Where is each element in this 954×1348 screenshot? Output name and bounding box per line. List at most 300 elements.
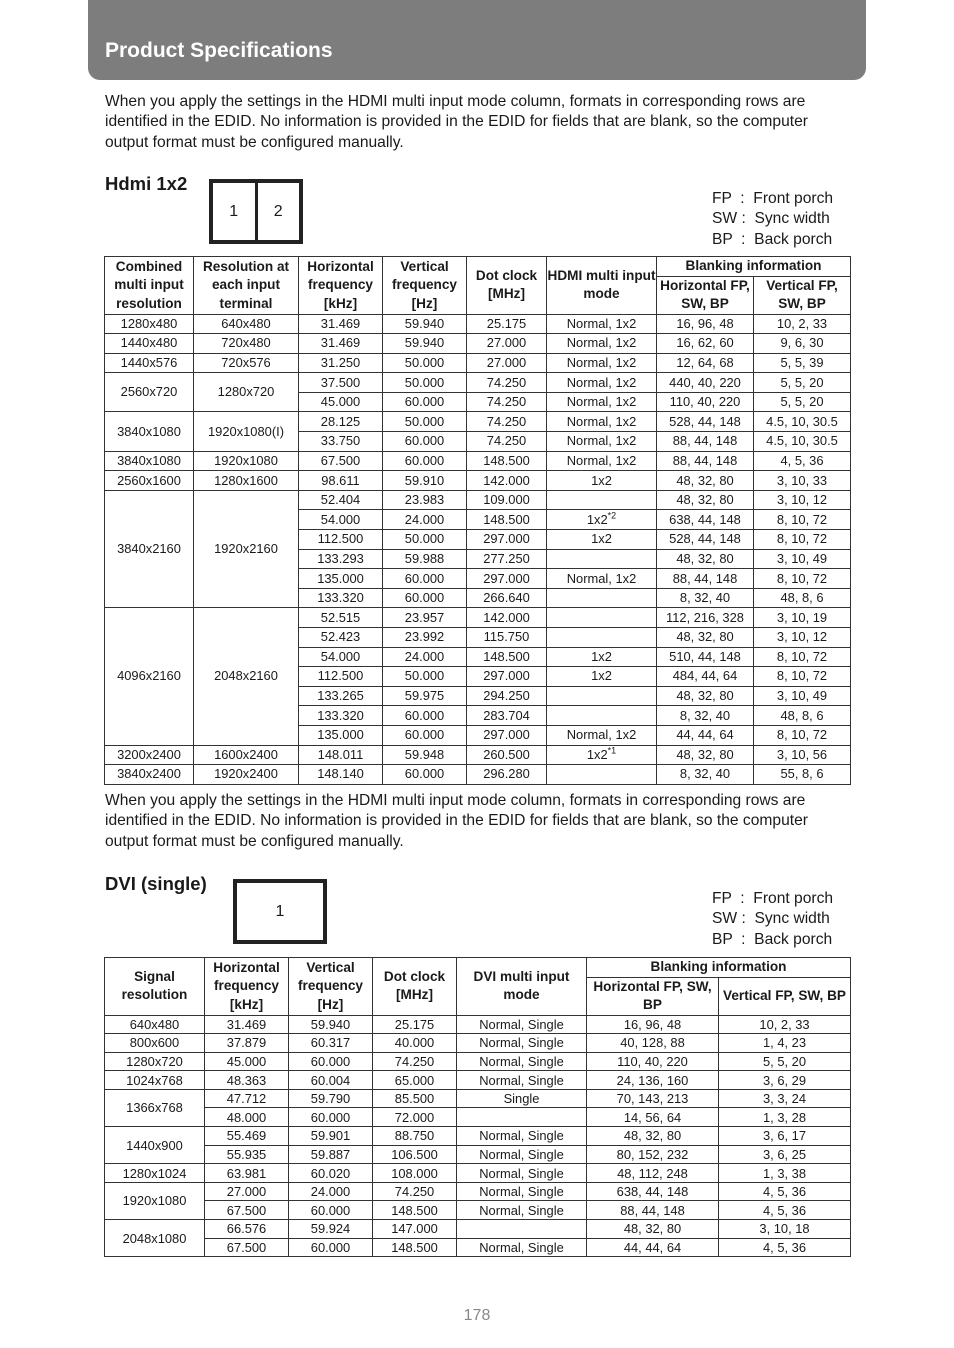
vfreq-cell: 60.000 (383, 588, 467, 608)
legend-fp: FP : Front porch (712, 890, 834, 907)
blanking-horizontal-cell: 16, 96, 48 (657, 314, 754, 334)
mode-cell: Normal, Single (457, 1127, 587, 1146)
hfreq-cell: 31.469 (205, 1015, 289, 1034)
mode-text: Normal, 1x2 (566, 335, 637, 351)
dvi-table-body (105, 1015, 851, 1257)
signal-resolution-cell: 1280x720 (105, 1052, 205, 1071)
vfreq-cell: 59.901 (289, 1127, 373, 1146)
hfreq-cell: 98.611 (299, 471, 383, 491)
blanking-horizontal-cell: 638, 44, 148 (657, 510, 754, 530)
vfreq-cell: 50.000 (383, 412, 467, 432)
blanking-vertical-cell: 8, 10, 72 (754, 510, 851, 530)
vfreq-cell: 59.910 (383, 471, 467, 491)
hfreq-cell: 33.750 (299, 432, 383, 452)
hfreq-cell: 37.500 (299, 373, 383, 393)
blanking-vertical-cell: 3, 6, 29 (719, 1071, 851, 1090)
dot-clock-cell: 148.500 (373, 1201, 457, 1220)
blanking-vertical-cell: 4, 5, 36 (719, 1238, 851, 1257)
table-row (105, 471, 851, 491)
legend-bp: BP : Back porch (712, 930, 833, 948)
hfreq-cell: 55.469 (205, 1127, 289, 1146)
combined-resolution-cell: 3200x2400 (105, 745, 194, 765)
blanking-vertical-cell: 3, 10, 12 (754, 628, 851, 648)
legend-sw: SW : Sync width (712, 210, 830, 228)
mode-text: 1x2 (586, 511, 608, 527)
blanking-horizontal-cell: 16, 96, 48 (587, 1015, 719, 1034)
hfreq-cell: 112.500 (299, 530, 383, 550)
blanking-horizontal-cell: 110, 40, 220 (587, 1052, 719, 1071)
mode-cell (547, 373, 657, 393)
vfreq-cell: 59.940 (289, 1015, 373, 1034)
vfreq-cell: 60.317 (289, 1034, 373, 1053)
blanking-horizontal-cell: 510, 44, 148 (657, 647, 754, 667)
dvi-spec-table (104, 957, 851, 1257)
dvi-section-title: DVI (single) (105, 873, 207, 894)
hfreq-cell: 148.011 (299, 745, 383, 765)
vfreq-cell: 23.957 (383, 608, 467, 628)
resolution-each-cell: 2048x2160 (194, 608, 299, 745)
blanking-horizontal-cell: 48, 32, 80 (657, 490, 754, 510)
col-dvi-mode: DVI multi input mode (457, 958, 587, 1016)
hfreq-cell: 112.500 (299, 667, 383, 687)
vfreq-cell: 59.940 (383, 314, 467, 334)
mode-cell (547, 725, 657, 745)
resolution-each-cell: 1600x2400 (194, 745, 299, 765)
mode-cell: Normal, Single (457, 1164, 587, 1183)
mode-cell (547, 745, 657, 765)
mode-text: Normal, 1x2 (566, 433, 637, 449)
mode-cell (547, 530, 657, 550)
col-hdmi-mode: HDMI multi input mode (547, 257, 657, 315)
page-title: Product Specifications (105, 39, 333, 62)
mode-cell: Normal, Single (457, 1238, 587, 1257)
table-row (105, 1182, 851, 1201)
mode-cell (547, 628, 657, 648)
vfreq-cell: 59.924 (289, 1220, 373, 1239)
blanking-horizontal-cell: 48, 112, 248 (587, 1164, 719, 1183)
dot-clock-cell: 40.000 (373, 1034, 457, 1053)
vfreq-cell: 24.000 (289, 1182, 373, 1201)
dot-clock-cell: 297.000 (467, 530, 547, 550)
signal-resolution-cell: 640x480 (105, 1015, 205, 1034)
combined-resolution-cell: 2560x720 (105, 373, 194, 412)
resolution-each-cell: 1920x2160 (194, 490, 299, 608)
mode-cell (547, 392, 657, 412)
mode-cell (547, 588, 657, 608)
combined-resolution-cell: 3840x1080 (105, 451, 194, 471)
mode-text: Normal, 1x2 (566, 315, 637, 331)
signal-resolution-cell: 1440x900 (105, 1127, 205, 1164)
blanking-horizontal-cell: 44, 44, 64 (587, 1238, 719, 1257)
signal-resolution-cell: 1366x768 (105, 1089, 205, 1126)
dot-clock-cell: 115.750 (467, 628, 547, 648)
col-vertical-frequency: Vertical frequency [Hz] (289, 958, 373, 1016)
mode-text: 1x2 (591, 472, 612, 488)
mode-cell: Normal, Single (457, 1015, 587, 1034)
dot-clock-cell: 283.704 (467, 706, 547, 726)
blanking-horizontal-cell: 528, 44, 148 (657, 530, 754, 550)
hfreq-cell: 31.250 (299, 353, 383, 373)
vfreq-cell: 59.790 (289, 1089, 373, 1108)
dot-clock-cell: 65.000 (373, 1071, 457, 1090)
vfreq-cell: 60.000 (383, 392, 467, 412)
vfreq-cell: 59.975 (383, 686, 467, 706)
combined-resolution-cell: 1280x480 (105, 314, 194, 334)
dot-clock-cell: 27.000 (467, 334, 547, 354)
mode-cell (457, 1220, 587, 1239)
mode-text: Normal, 1x2 (566, 394, 637, 410)
blanking-vertical-cell: 3, 10, 12 (754, 490, 851, 510)
hdmi-section-title: Hdmi 1x2 (105, 173, 188, 194)
legend-bp: BP : Back porch (712, 230, 833, 248)
table-row (105, 1034, 851, 1053)
resolution-each-cell: 720x480 (194, 334, 299, 354)
legend-sw: SW : Sync width (712, 910, 830, 928)
vfreq-cell: 60.020 (289, 1164, 373, 1183)
resolution-each-cell: 1280x1600 (194, 471, 299, 491)
mode-cell: Normal, Single (457, 1052, 587, 1071)
mode-cell (547, 569, 657, 589)
hfreq-cell: 45.000 (205, 1052, 289, 1071)
dot-clock-cell: 297.000 (467, 667, 547, 687)
table-row (105, 765, 851, 785)
blanking-vertical-cell: 8, 10, 72 (754, 667, 851, 687)
blanking-horizontal-cell: 48, 32, 80 (657, 628, 754, 648)
signal-resolution-cell: 800x600 (105, 1034, 205, 1053)
dot-clock-cell: 25.175 (467, 314, 547, 334)
page-header (88, 0, 866, 80)
mode-text: 1x2 (586, 746, 608, 762)
blanking-vertical-cell: 3, 10, 56 (754, 745, 851, 765)
blanking-horizontal-cell: 48, 32, 80 (587, 1220, 719, 1239)
screen-cell-1: 1 (275, 902, 285, 920)
blanking-horizontal-cell: 48, 32, 80 (657, 686, 754, 706)
dot-clock-cell: 142.000 (467, 608, 547, 628)
col-signal-resolution: Signal resolution (105, 958, 205, 1016)
vfreq-cell: 60.004 (289, 1071, 373, 1090)
dot-clock-cell: 260.500 (467, 745, 547, 765)
hfreq-cell: 135.000 (299, 569, 383, 589)
hfreq-cell: 67.500 (205, 1201, 289, 1220)
col-vertical-frequency: Vertical frequency [Hz] (383, 257, 467, 315)
table-row (105, 745, 851, 765)
table-row (105, 353, 851, 373)
table-row (105, 1220, 851, 1239)
col-blanking-horizontal: Horizontal FP, SW, BP (587, 977, 719, 1015)
dot-clock-cell: 74.250 (373, 1182, 457, 1201)
table-row (105, 1015, 851, 1034)
mode-cell (547, 647, 657, 667)
blanking-horizontal-cell: 16, 62, 60 (657, 334, 754, 354)
dot-clock-cell: 27.000 (467, 353, 547, 373)
hfreq-cell: 52.404 (299, 490, 383, 510)
vfreq-cell: 24.000 (383, 510, 467, 530)
mode-cell (547, 608, 657, 628)
table-row (105, 1108, 851, 1127)
vfreq-cell: 60.000 (383, 432, 467, 452)
vfreq-cell: 23.983 (383, 490, 467, 510)
mode-cell: Normal, Single (457, 1201, 587, 1220)
blanking-horizontal-cell: 88, 44, 148 (657, 451, 754, 471)
blanking-vertical-cell: 3, 3, 24 (719, 1089, 851, 1108)
table-row (105, 1238, 851, 1257)
hfreq-cell: 133.320 (299, 588, 383, 608)
col-resolution-each: Resolution at each input terminal (194, 257, 299, 315)
table-row (105, 1201, 851, 1220)
table-row (105, 373, 851, 393)
resolution-each-cell: 1920x1080 (194, 451, 299, 471)
dot-clock-cell: 296.280 (467, 765, 547, 785)
signal-resolution-cell: 1280x1024 (105, 1164, 205, 1183)
mode-cell (547, 451, 657, 471)
vfreq-cell: 50.000 (383, 353, 467, 373)
blanking-horizontal-cell: 638, 44, 148 (587, 1182, 719, 1201)
screen-cell-2: 2 (255, 183, 300, 240)
dot-clock-cell: 148.500 (467, 647, 547, 667)
mode-text: Normal, 1x2 (566, 452, 637, 468)
mode-cell (547, 490, 657, 510)
table-row (105, 314, 851, 334)
mode-cell (547, 667, 657, 687)
blanking-vertical-cell: 48, 8, 6 (754, 588, 851, 608)
blanking-horizontal-cell: 112, 216, 328 (657, 608, 754, 628)
mode-cell: Normal, Single (457, 1145, 587, 1164)
col-blanking-info: Blanking information (657, 257, 851, 277)
table-row (105, 1127, 851, 1146)
blanking-vertical-cell: 3, 10, 18 (719, 1220, 851, 1239)
blanking-vertical-cell: 10, 2, 33 (754, 314, 851, 334)
page-number: 178 (463, 1307, 491, 1324)
mode-cell (547, 549, 657, 569)
combined-resolution-cell: 3840x2160 (105, 490, 194, 608)
blanking-horizontal-cell: 528, 44, 148 (657, 412, 754, 432)
hfreq-cell: 54.000 (299, 510, 383, 530)
col-horizontal-frequency: Horizontal frequency [kHz] (299, 257, 383, 315)
blanking-vertical-cell: 8, 10, 72 (754, 647, 851, 667)
resolution-each-cell: 1920x2400 (194, 765, 299, 785)
dot-clock-cell: 148.500 (467, 510, 547, 530)
mode-text: 1x2 (591, 531, 612, 547)
table-row (105, 1089, 851, 1108)
col-blanking-vertical: Vertical FP, SW, BP (719, 977, 851, 1015)
mode-text: Normal, 1x2 (566, 727, 637, 743)
dvi-screen-diagram (233, 879, 327, 944)
table-row (105, 608, 851, 628)
table-row (105, 334, 851, 354)
hdmi-screen-diagram (209, 179, 303, 244)
mode-cell (547, 314, 657, 334)
mode-cell (547, 471, 657, 491)
blanking-horizontal-cell: 48, 32, 80 (587, 1127, 719, 1146)
blanking-horizontal-cell: 80, 152, 232 (587, 1145, 719, 1164)
hfreq-cell: 133.265 (299, 686, 383, 706)
blanking-vertical-cell: 8, 10, 72 (754, 725, 851, 745)
blanking-horizontal-cell: 110, 40, 220 (657, 392, 754, 412)
blanking-horizontal-cell: 14, 56, 64 (587, 1108, 719, 1127)
blanking-vertical-cell: 3, 10, 49 (754, 549, 851, 569)
hdmi-legend (712, 189, 833, 250)
hfreq-cell: 28.125 (299, 412, 383, 432)
blanking-horizontal-cell: 24, 136, 160 (587, 1071, 719, 1090)
vfreq-cell: 59.988 (383, 549, 467, 569)
mode-cell (547, 432, 657, 452)
dot-clock-cell: 74.250 (467, 392, 547, 412)
blanking-horizontal-cell: 44, 44, 64 (657, 725, 754, 745)
hfreq-cell: 148.140 (299, 765, 383, 785)
mode-cell (547, 686, 657, 706)
vfreq-cell: 60.000 (383, 765, 467, 785)
dot-clock-cell: 277.250 (467, 549, 547, 569)
blanking-horizontal-cell: 48, 32, 80 (657, 471, 754, 491)
blanking-horizontal-cell: 88, 44, 148 (657, 569, 754, 589)
col-blanking-info: Blanking information (587, 958, 851, 978)
blanking-vertical-cell: 1, 3, 38 (719, 1164, 851, 1183)
combined-resolution-cell: 1440x576 (105, 353, 194, 373)
dot-clock-cell: 74.250 (467, 412, 547, 432)
resolution-each-cell: 1920x1080(I) (194, 412, 299, 451)
vfreq-cell: 59.887 (289, 1145, 373, 1164)
signal-resolution-cell: 2048x1080 (105, 1220, 205, 1257)
signal-resolution-cell: 1920x1080 (105, 1182, 205, 1219)
blanking-horizontal-cell: 440, 40, 220 (657, 373, 754, 393)
table-row (105, 451, 851, 471)
hfreq-cell: 135.000 (299, 725, 383, 745)
combined-resolution-cell: 4096x2160 (105, 608, 194, 745)
hfreq-cell: 133.320 (299, 706, 383, 726)
dot-clock-cell: 108.000 (373, 1164, 457, 1183)
hfreq-cell: 54.000 (299, 647, 383, 667)
blanking-vertical-cell: 9, 6, 30 (754, 334, 851, 354)
vfreq-cell: 60.000 (383, 451, 467, 471)
blanking-horizontal-cell: 88, 44, 148 (587, 1201, 719, 1220)
mode-cell (547, 412, 657, 432)
vfreq-cell: 24.000 (383, 647, 467, 667)
dot-clock-cell: 266.640 (467, 588, 547, 608)
mode-cell (547, 706, 657, 726)
blanking-vertical-cell: 3, 10, 19 (754, 608, 851, 628)
blanking-vertical-cell: 5, 5, 39 (754, 353, 851, 373)
col-dot-clock: Dot clock [MHz] (467, 257, 547, 315)
table-row (105, 1071, 851, 1090)
blanking-vertical-cell: 4, 5, 36 (719, 1201, 851, 1220)
vfreq-cell: 50.000 (383, 667, 467, 687)
hfreq-cell: 133.293 (299, 549, 383, 569)
blanking-vertical-cell: 1, 3, 28 (719, 1108, 851, 1127)
dvi-legend (712, 889, 833, 950)
hfreq-cell: 31.469 (299, 314, 383, 334)
dot-clock-cell: 74.250 (467, 373, 547, 393)
dot-clock-cell: 142.000 (467, 471, 547, 491)
blanking-vertical-cell: 4.5, 10, 30.5 (754, 412, 851, 432)
hfreq-cell: 37.879 (205, 1034, 289, 1053)
dot-clock-cell: 85.500 (373, 1089, 457, 1108)
blanking-vertical-cell: 5, 5, 20 (754, 392, 851, 412)
col-blanking-vertical: Vertical FP, SW, BP (754, 276, 851, 314)
signal-resolution-cell: 1024x768 (105, 1071, 205, 1090)
blanking-vertical-cell: 5, 5, 20 (719, 1052, 851, 1071)
blanking-vertical-cell: 1, 4, 23 (719, 1034, 851, 1053)
mode-text: Normal, 1x2 (566, 413, 637, 429)
hfreq-cell: 48.000 (205, 1108, 289, 1127)
col-combined-resolution: Combined multi input resolution (105, 257, 194, 315)
col-dot-clock: Dot clock [MHz] (373, 958, 457, 1016)
mode-text: Normal, 1x2 (566, 374, 637, 390)
blanking-vertical-cell: 3, 6, 25 (719, 1145, 851, 1164)
hdmi-table-body (105, 314, 851, 784)
hfreq-cell: 27.000 (205, 1182, 289, 1201)
mode-cell (547, 765, 657, 785)
mode-cell (457, 1108, 587, 1127)
vfreq-cell: 60.000 (289, 1108, 373, 1127)
intro-paragraph: When you apply the settings in the HDMI multi input mode column, formats in corresponding rows are identified in the EDID. No information is provided in the EDID for fields that are blank, so the computer output format must be configured manually. (105, 93, 808, 151)
vfreq-cell: 60.000 (383, 569, 467, 589)
footnote-marker: *1 (607, 745, 617, 756)
resolution-each-cell: 1280x720 (194, 373, 299, 412)
blanking-vertical-cell: 3, 10, 49 (754, 686, 851, 706)
dot-clock-cell: 74.250 (467, 432, 547, 452)
dot-clock-cell: 106.500 (373, 1145, 457, 1164)
vfreq-cell: 60.000 (289, 1201, 373, 1220)
mode-text: 1x2 (591, 668, 612, 684)
hfreq-cell: 31.469 (299, 334, 383, 354)
dot-clock-cell: 297.000 (467, 725, 547, 745)
mode-cell (547, 334, 657, 354)
hfreq-cell: 48.363 (205, 1071, 289, 1090)
dot-clock-cell: 297.000 (467, 569, 547, 589)
blanking-vertical-cell: 3, 6, 17 (719, 1127, 851, 1146)
mode-text: 1x2 (591, 648, 612, 664)
table-row (105, 490, 851, 510)
middle-paragraph: When you apply the settings in the HDMI multi input mode column, formats in corresponding rows are identified in the EDID. No information is provided in the EDID for fields that are blank, so the computer output format must be configured manually. (105, 792, 808, 850)
vfreq-cell: 59.948 (383, 745, 467, 765)
vfreq-cell: 50.000 (383, 373, 467, 393)
resolution-each-cell: 640x480 (194, 314, 299, 334)
hfreq-cell: 55.935 (205, 1145, 289, 1164)
mode-cell: Normal, Single (457, 1182, 587, 1201)
vfreq-cell: 59.940 (383, 334, 467, 354)
dot-clock-cell: 148.500 (373, 1238, 457, 1257)
dot-clock-cell: 25.175 (373, 1015, 457, 1034)
dot-clock-cell: 74.250 (373, 1052, 457, 1071)
combined-resolution-cell: 3840x1080 (105, 412, 194, 451)
hfreq-cell: 67.500 (205, 1238, 289, 1257)
hfreq-cell: 67.500 (299, 451, 383, 471)
col-blanking-horizontal: Horizontal FP, SW, BP (657, 276, 754, 314)
legend-fp: FP : Front porch (712, 190, 834, 207)
blanking-vertical-cell: 4, 5, 36 (754, 451, 851, 471)
blanking-horizontal-cell: 8, 32, 40 (657, 765, 754, 785)
hfreq-cell: 47.712 (205, 1089, 289, 1108)
combined-resolution-cell: 1440x480 (105, 334, 194, 354)
blanking-vertical-cell: 4.5, 10, 30.5 (754, 432, 851, 452)
table-row (105, 1052, 851, 1071)
blanking-horizontal-cell: 70, 143, 213 (587, 1089, 719, 1108)
blanking-horizontal-cell: 484, 44, 64 (657, 667, 754, 687)
blanking-vertical-cell: 4, 5, 36 (719, 1182, 851, 1201)
blanking-vertical-cell: 5, 5, 20 (754, 373, 851, 393)
mode-cell: Single (457, 1089, 587, 1108)
blanking-horizontal-cell: 48, 32, 80 (657, 549, 754, 569)
dot-clock-cell: 294.250 (467, 686, 547, 706)
dot-clock-cell: 147.000 (373, 1220, 457, 1239)
footnote-marker: *2 (607, 510, 617, 521)
vfreq-cell: 50.000 (383, 530, 467, 550)
blanking-vertical-cell: 48, 8, 6 (754, 706, 851, 726)
blanking-vertical-cell: 8, 10, 72 (754, 530, 851, 550)
blanking-vertical-cell: 8, 10, 72 (754, 569, 851, 589)
table-row (105, 1164, 851, 1183)
dot-clock-cell: 72.000 (373, 1108, 457, 1127)
